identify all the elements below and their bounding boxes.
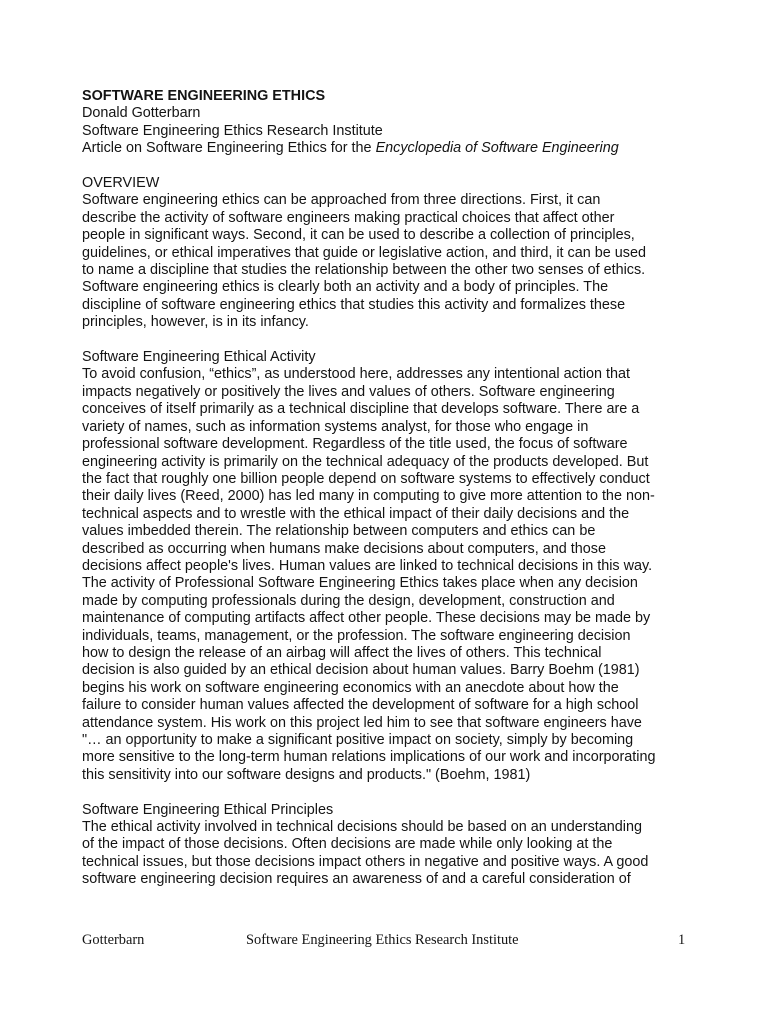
overview-line: guidelines, or ethical imperatives that guide or legislative action, and third, it can be used [82, 244, 646, 261]
activity-line: impacts negatively or positively the lives and values of others. Software engineering [82, 383, 615, 400]
footer-institute: Software Engineering Ethics Research Institute [246, 932, 519, 948]
activity-line: variety of names, such as information systems analyst, for those who engage in [82, 418, 589, 435]
activity-paragraph [82, 366, 692, 784]
activity-line: decisions affect people's lives. Human values are linked to technical decisions in this way. [82, 557, 653, 574]
overview-heading: OVERVIEW [82, 175, 160, 192]
footer-author: Gotterbarn [82, 932, 145, 948]
article-source-line [82, 140, 692, 157]
overview-line: Software engineering ethics can be approached from three directions. First, it can [82, 192, 601, 209]
activity-line: how to design the release of an airbag will affect the lives of others. This technical [82, 644, 602, 661]
document-body [82, 88, 692, 889]
overview-line: Software engineering ethics is clearly both an activity and a body of principles. The [82, 279, 609, 296]
activity-line: "… an opportunity to make a significant positive impact on society, simply by becoming [82, 732, 634, 748]
overview-line: describe the activity of software engineers making practical choices that affect other [82, 209, 615, 226]
activity-line: maintenance of computing artifacts affect other people. These decisions may be made by [82, 610, 651, 627]
activity-line: decision is also guided by an ethical decision about human values. Barry Boehm (1981) [82, 662, 640, 679]
spacer [82, 332, 692, 349]
encyclopedia-title: Encyclopedia of Software Engineering [375, 140, 619, 157]
spacer [82, 158, 692, 175]
activity-line: made by computing professionals during the design, development, construction and [82, 592, 615, 609]
activity-line: failure to consider human values affected the development of software for a high school [82, 697, 639, 714]
author-name: Donald Gotterbarn [82, 105, 201, 122]
activity-line: individuals, teams, management, or the profession. The software engineering decision [82, 627, 631, 644]
activity-line: The activity of Professional Software Engineering Ethics takes place when any decision [82, 575, 638, 592]
article-prefix: Article on Software Engineering Ethics for the [82, 140, 376, 157]
activity-line: described as occurring when humans make decisions about computers, and those [82, 540, 606, 557]
principles-heading: Software Engineering Ethical Principles [82, 801, 334, 818]
activity-line: attendance system. His work on this project led him to see that software engineers have [82, 714, 642, 731]
activity-line: more sensitive to the long-term human relations implications of our work and incorporating [82, 749, 656, 766]
principles-paragraph [82, 819, 692, 889]
principles-line: software engineering decision requires an awareness of and a careful consideration of [82, 871, 631, 888]
activity-line: this sensitivity into our software designs and products." (Boehm, 1981) [82, 766, 531, 783]
activity-line: To avoid confusion, “ethics”, as understood here, addresses any intentional action that [82, 366, 630, 383]
overview-line: discipline of software engineering ethics that studies this activity and formalizes these [82, 296, 626, 313]
principles-line: The ethical activity involved in technical decisions should be based on an understanding [82, 819, 642, 836]
activity-line: engineering activity is primarily on the technical adequacy of the products developed. But [82, 453, 649, 470]
activity-line: the fact that roughly one billion people depend on software systems to effectively conduct [82, 470, 650, 487]
overview-paragraph [82, 192, 692, 331]
activity-heading: Software Engineering Ethical Activity [82, 349, 316, 366]
page-footer [0, 932, 768, 952]
document-title: SOFTWARE ENGINEERING ETHICS [82, 88, 326, 104]
activity-line: begins his work on software engineering economics with an anecdote about how the [82, 679, 619, 696]
institute-name: Software Engineering Ethics Research Institute [82, 122, 383, 139]
overview-line: people in significant ways. Second, it can be used to describe a collection of principles, [82, 227, 635, 244]
page-number: 1 [678, 932, 686, 948]
spacer [82, 784, 692, 801]
activity-line: professional software development. Regardless of the title used, the focus of software [82, 436, 628, 453]
principles-line: technical issues, but those decisions impact others in negative and positive ways. A good [82, 853, 649, 870]
activity-line: technical aspects and to wrestle with the ethical impact of their daily decisions and the [82, 505, 630, 522]
principles-line: of the impact of those decisions. Often decisions are made while only looking at the [82, 836, 613, 853]
activity-line: their daily lives (Reed, 2000) has led many in computing to give more attention to the non- [82, 488, 655, 505]
overview-line: principles, however, is in its infancy. [82, 314, 309, 331]
activity-line: values imbedded therein. The relationship between computers and ethics can be [82, 523, 596, 540]
overview-line: to name a discipline that studies the relationship between the other two senses of ethics. [82, 262, 646, 279]
activity-line: conceives of itself primarily as a technical discipline that develops software. There are a [82, 401, 640, 418]
